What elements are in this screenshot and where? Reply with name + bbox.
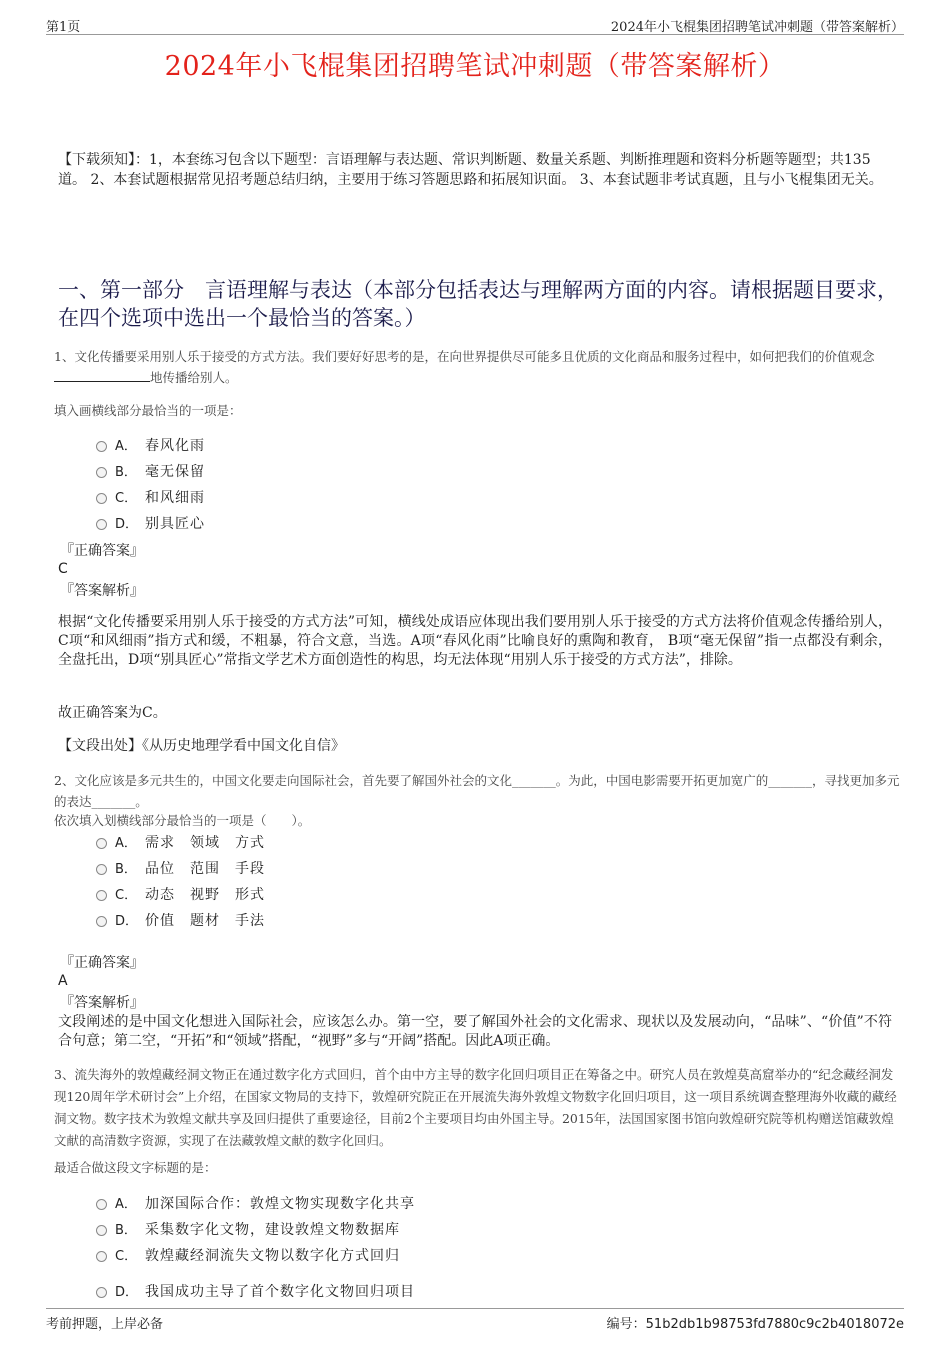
question-1-source: 【文段出处】《从历史地理学看中国文化自信》 <box>58 738 345 754</box>
page-header <box>46 14 904 35</box>
correct-answer-label: 『正确答案』 <box>60 955 144 971</box>
question-1-options <box>96 433 205 537</box>
radio-icon[interactable] <box>96 467 107 478</box>
option-c[interactable]: C． 敦煌藏经洞流失文物以数字化方式回归 <box>96 1243 415 1269</box>
radio-icon[interactable] <box>96 1225 107 1236</box>
download-notice: 【下载须知】：1，本套练习包含以下题型：言语理解与表达题、常识判断题、数量关系题、判断推理题和资料分析题等题型；共135道。 2、本套试题根据常见招考题总结归纳，主要用于练习答题思路和拓展知识面。 3、本套试题非考试真题，且与小飞棍集团无关。 <box>58 152 883 188</box>
radio-icon[interactable] <box>96 1199 107 1210</box>
answer-blank <box>54 369 150 382</box>
question-3-text: 3、流失海外的敦煌藏经洞文物正在通过数字化方式回归，首个由中方主导的数字化回归项目正在筹备之中。研究人员在敦煌莫高窟举办的“纪念藏经洞发现120周年学术研讨会”上介绍，在国家文物局的支持下，敦煌研究院正在开展流失海外敦煌文物数字化回归项目，这一项目系统调查整理海外收藏的藏经洞文物。数字技术为敦煌文献共享及回归提供了重要途径，目前2个主要项目均由外国主导。2015年，法国国家图书馆向敦煌研究院等机构赠送馆藏敦煌文献的高清数字资源，实现了在法藏敦煌文献的数字化回归。 <box>54 1067 897 1148</box>
option-b[interactable]: B． 毫无保留 <box>96 459 205 485</box>
option-a[interactable]: A． 需求 领域 方式 <box>96 830 265 856</box>
option-d[interactable]: D． 价值 题材 手法 <box>96 908 265 934</box>
footer-slogan: 考前押题，上岸必备 <box>46 1317 164 1332</box>
radio-icon[interactable] <box>96 519 107 530</box>
option-d[interactable]: D． 别具匠心 <box>96 511 205 537</box>
question-3-prompt: 最适合做这段文字标题的是： <box>54 1160 217 1175</box>
radio-icon[interactable] <box>96 838 107 849</box>
option-a[interactable]: A． 加深国际合作：敦煌文物实现数字化共享 <box>96 1191 415 1217</box>
question-1-analysis: 根据“文化传播要采用别人乐于接受的方式方法”可知，横线处成语应体现出我们要用别人乐于接受的方式方法将价值观念传播给别人，C项“和风细雨”指方式和缓，不粗暴，符合文意，当选。A项“春风化雨”比喻良好的熏陶和教育， B项“毫无保留”指一点都没有剩余，全盘托出，D项“别具匠心”常指文学艺术方面创造性的构思，均无法体现“用别人乐于接受的方式方法”，排除。 <box>58 614 892 668</box>
correct-answer: C <box>58 561 68 577</box>
radio-icon[interactable] <box>96 916 107 927</box>
header-doc-title: 2024年小飞棍集团招聘笔试冲刺题（带答案解析） <box>610 20 904 35</box>
question-1-text: 1、文化传播要采用别人乐于接受的方式方法。我们要好好思考的是，在向世界提供尽可能多且优质的文化商品和服务过程中，如何把我们的价值观念地传播给别人。 <box>54 349 875 385</box>
option-c[interactable]: C． 动态 视野 形式 <box>96 882 265 908</box>
page-title: 2024年小飞棍集团招聘笔试冲刺题（带答案解析） <box>164 51 786 82</box>
document-code: 编号：51b2db1b98753fd7880c9c2b4018072e <box>606 1317 904 1332</box>
radio-icon[interactable] <box>96 890 107 901</box>
page-footer <box>46 1308 904 1331</box>
analysis-label: 『答案解析』 <box>60 995 144 1011</box>
question-2-options <box>96 830 265 934</box>
question-2-text: 2、文化应该是多元共生的，中国文化要走向国际社会，首先要了解国外社会的文化_______。为此，中国电影需要开拓更加宽广的_______，寻找更加多元的表达_______。 <box>54 773 900 809</box>
radio-icon[interactable] <box>96 1251 107 1262</box>
radio-icon[interactable] <box>96 441 107 452</box>
question-2-prompt: 依次填入划横线部分最恰当的一项是（ ）。 <box>54 813 311 828</box>
question-1-prompt: 填入画横线部分最恰当的一项是： <box>54 403 242 418</box>
option-d[interactable]: D． 我国成功主导了首个数字化文物回归项目 <box>96 1279 415 1305</box>
question-2-analysis: 文段阐述的是中国文化想进入国际社会，应该怎么办。第一空，要了解国外社会的文化需求、现状以及发展动向，“品味”、“价值”不符合句意；第二空，“开拓”和“领域”搭配，“视野”多与“开阔”搭配。因此A项正确。 <box>58 1014 892 1049</box>
option-a[interactable]: A． 春风化雨 <box>96 433 205 459</box>
option-c[interactable]: C． 和风细雨 <box>96 485 205 511</box>
question-3-options <box>96 1191 415 1305</box>
option-b[interactable]: B． 品位 范围 手段 <box>96 856 265 882</box>
analysis-label: 『答案解析』 <box>60 583 144 599</box>
radio-icon[interactable] <box>96 864 107 875</box>
option-b[interactable]: B． 采集数字化文物，建设敦煌文物数据库 <box>96 1217 415 1243</box>
page-number: 第1页 <box>46 20 81 35</box>
question-1-conclusion: 故正确答案为C。 <box>58 705 167 721</box>
correct-answer: A <box>58 973 68 989</box>
radio-icon[interactable] <box>96 1287 107 1298</box>
correct-answer-label: 『正确答案』 <box>60 543 144 559</box>
radio-icon[interactable] <box>96 493 107 504</box>
section-heading: 一、第一部分 言语理解与表达（本部分包括表达与理解两方面的内容。请根据题目要求，在四个选项中选出一个最恰当的答案。） <box>58 278 898 330</box>
